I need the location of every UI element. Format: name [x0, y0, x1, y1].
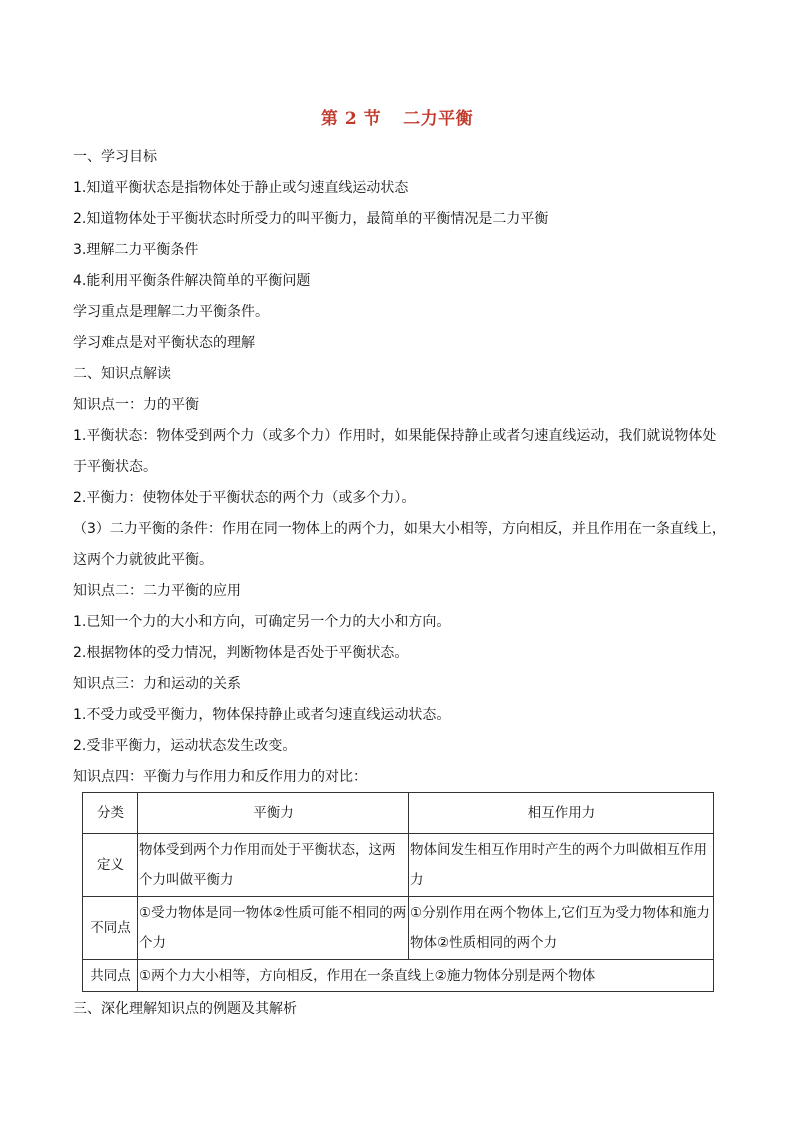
knowledge-item: 2.平衡力：使物体处于平衡状态的两个力（或多个力）。: [73, 490, 416, 506]
cell-common: ①两个力大小相等，方向相反，作用在一条直线上②施力物体分别是两个物体: [138, 960, 714, 992]
header-category: 分类: [83, 793, 138, 834]
knowledge-item: （3）二力平衡的条件：作用在同一物体上的两个力，如果大小相等，方向相反，并且作用在一条直线上，: [73, 521, 726, 537]
page-title: [0, 104, 794, 129]
cell-interaction-difference: ①分别作用在两个物体上,它们互为受力物体和施力物体②性质相同的两个力: [409, 897, 714, 960]
cell-balance-definition: 物体受到两个力作用而处于平衡状态，这两个力叫做平衡力: [138, 834, 409, 897]
header-interaction-force: 相互作用力: [409, 793, 714, 834]
knowledge-heading: 知识点三：力和运动的关系: [73, 676, 241, 692]
row-label-common: 共同点: [83, 960, 138, 992]
goal-item: 4.能利用平衡条件解决简单的平衡问题: [73, 273, 311, 289]
knowledge-heading: 知识点二：二力平衡的应用: [73, 583, 241, 599]
knowledge-item-continued: 于平衡状态。: [73, 459, 157, 475]
knowledge-item-continued: 这两个力就彼此平衡。: [73, 552, 213, 568]
section-heading-goals: 一、学习目标: [73, 149, 157, 165]
goal-item: 2.知道物体处于平衡状态时所受力的叫平衡力，最简单的平衡情况是二力平衡: [73, 211, 549, 227]
knowledge-item: 2.根据物体的受力情况，判断物体是否处于平衡状态。: [73, 645, 409, 661]
section-number: 第 2 节: [320, 109, 382, 129]
row-label-difference: 不同点: [83, 897, 138, 960]
goal-item: 1.知道平衡状态是指物体处于静止或匀速直线运动状态: [73, 180, 409, 196]
knowledge-item: 1.平衡状态：物体受到两个力（或多个力）作用时，如果能保持静止或者匀速直线运动，我们就说物体处: [73, 428, 717, 444]
header-balance-force: 平衡力: [138, 793, 409, 834]
difficult-point: 学习难点是对平衡状态的理解: [73, 335, 255, 351]
goal-item: 3.理解二力平衡条件: [73, 242, 199, 258]
table-row: [83, 834, 714, 897]
table-row: [83, 960, 714, 992]
document-body: [73, 142, 726, 793]
knowledge-item: 1.已知一个力的大小和方向，可确定另一个力的大小和方向。: [73, 614, 451, 630]
table-header-row: [83, 793, 714, 834]
comparison-table: [82, 792, 714, 992]
cell-interaction-definition: 物体间发生相互作用时产生的两个力叫做相互作用力: [409, 834, 714, 897]
key-point: 学习重点是理解二力平衡条件。: [73, 304, 269, 320]
knowledge-heading: 知识点四：平衡力与作用力和反作用力的对比：: [73, 769, 367, 785]
section-topic: 二力平衡: [403, 109, 474, 129]
cell-balance-difference: ①受力物体是同一物体②性质可能不相同的两个力: [138, 897, 409, 960]
knowledge-item: 2.受非平衡力，运动状态发生改变。: [73, 738, 297, 754]
section-heading-examples: 三、深化理解知识点的例题及其解析: [73, 1001, 297, 1017]
row-label-definition: 定义: [83, 834, 138, 897]
section-heading-knowledge: 二、知识点解读: [73, 366, 171, 382]
knowledge-item: 1.不受力或受平衡力，物体保持静止或者匀速直线运动状态。: [73, 707, 451, 723]
table-row: [83, 897, 714, 960]
knowledge-heading: 知识点一：力的平衡: [73, 397, 199, 413]
